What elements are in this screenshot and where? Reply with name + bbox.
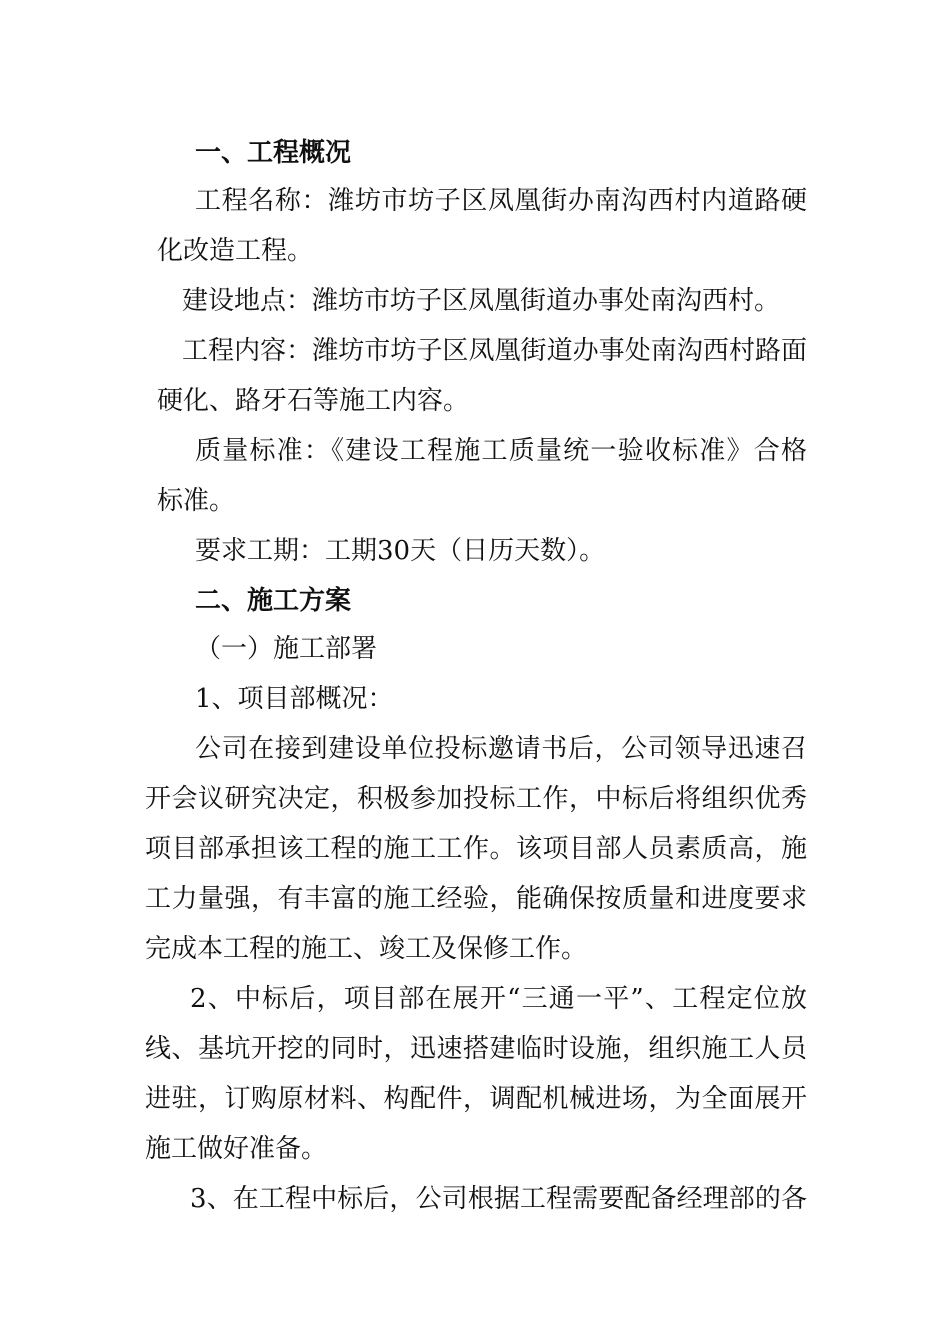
paragraph-1-line-2: 开会议研究决定，积极参加投标工作，中标后将组织优秀 <box>145 784 807 814</box>
paragraph-1-line-4: 工力量强，有丰富的施工经验，能确保按质量和进度要求 <box>145 884 807 914</box>
section-heading-overview: 一、工程概况 <box>195 138 352 168</box>
section-heading-plan: 二、施工方案 <box>195 586 352 616</box>
paragraph-1-line-3: 项目部承担该工程的施工工作。该项目部人员素质高，施 <box>145 834 807 864</box>
item-heading-project-overview: 1、项目部概况： <box>195 684 394 714</box>
paragraph-1-line-5: 完成本工程的施工、竣工及保修工作。 <box>145 934 588 964</box>
paragraph-1-line-1: 公司在接到建设单位投标邀请书后，公司领导迅速召 <box>195 734 807 764</box>
paragraph-2-line-2: 线、基坑开挖的同时，迅速搭建临时设施，组织施工人员 <box>145 1034 807 1064</box>
required-duration: 要求工期：工期30天（日历天数）。 <box>195 536 606 566</box>
paragraph-2-line-3: 进驻，订购原材料、构配件，调配机械进场，为全面展开 <box>145 1084 807 1114</box>
project-content-line-2: 硬化、路牙石等施工内容。 <box>157 386 470 416</box>
paragraph-2-line-4: 施工做好准备。 <box>145 1134 328 1164</box>
paragraph-3-line-1: 3、在工程中标后，公司根据工程需要配备经理部的各 <box>190 1184 807 1214</box>
paragraph-2-line-1: 2、中标后，项目部在展开“三通一平”、工程定位放 <box>190 984 807 1014</box>
project-content-line-1: 工程内容：潍坊市坊子区凤凰街道办事处南沟西村路面 <box>182 336 807 366</box>
quality-standard-line-2: 标准。 <box>157 486 236 516</box>
project-name-line-1: 工程名称：潍坊市坊子区凤凰街办南沟西村内道路硬 <box>195 186 807 216</box>
quality-standard-line-1: 质量标准：《建设工程施工质量统一验收标准》合格 <box>195 436 807 466</box>
subsection-heading-deployment: （一）施工部署 <box>195 634 378 664</box>
construction-location: 建设地点：潍坊市坊子区凤凰街道办事处南沟西村。 <box>182 286 781 316</box>
project-name-line-2: 化改造工程。 <box>157 236 314 266</box>
